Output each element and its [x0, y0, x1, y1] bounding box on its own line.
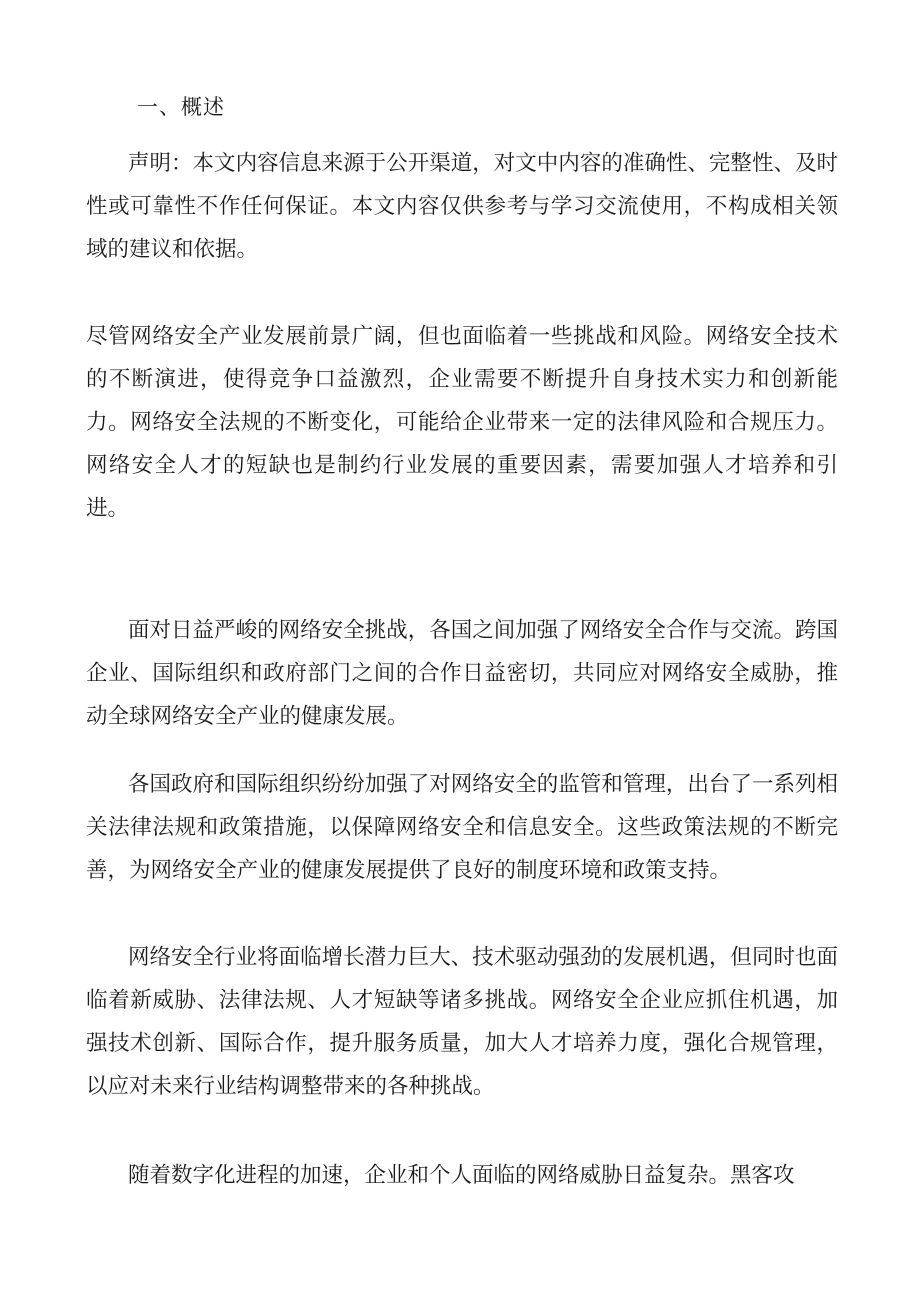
outlook-paragraph: 网络安全行业将面临增长潜力巨大、技术驱动强劲的发展机遇，但同时也面临着新威胁、法律法规、人才短缺等诸多挑战。网络安全企业应抓住机遇，加强技术创新、国际合作，提升服务质量，加大人才培养力度，强化合规管理，以应对未来行业结构调整带来的各种挑战。: [86, 945, 838, 1099]
regulation-paragraph: 各国政府和国际组织纷纷加强了对网络安全的监管和管理，出台了一系列相关法律法规和政策措施，以保障网络安全和信息安全。这些政策法规的不断完善，为网络安全产业的健康发展提供了良好的制度环境和政策支持。: [86, 772, 838, 883]
digitalization-paragraph: 随着数字化进程的加速，企业和个人面临的网络威胁日益复杂。黑客攻: [128, 1163, 795, 1188]
challenges-paragraph: 尽管网络安全产业发展前景广阔，但也面临着一些挑战和风险。网络安全技术的不断演进，使得竞争口益激烈，企业需要不断提升自身技术实力和创新能力。网络安全法规的不断变化，可能给企业带来一定的法律风险和合规压力。网络安全人才的短缺也是制约行业发展的重要因素，需要加强人才培养和引进。: [86, 324, 838, 521]
cooperation-paragraph: 面对日益严峻的网络安全挑战，各国之间加强了网络安全合作与交流。跨国企业、国际组织和政府部门之间的合作日益密切，共同应对网络安全威胁，推动全球网络安全产业的健康发展。: [86, 618, 838, 729]
disclaimer-paragraph: 声明：本文内容信息来源于公开渠道，对文中内容的准确性、完整性、及时性或可靠性不作任何保证。本文内容仅供参考与学习交流使用，不构成相关领域的建议和依据。: [86, 151, 838, 262]
section-heading: 一、概述: [137, 95, 225, 119]
